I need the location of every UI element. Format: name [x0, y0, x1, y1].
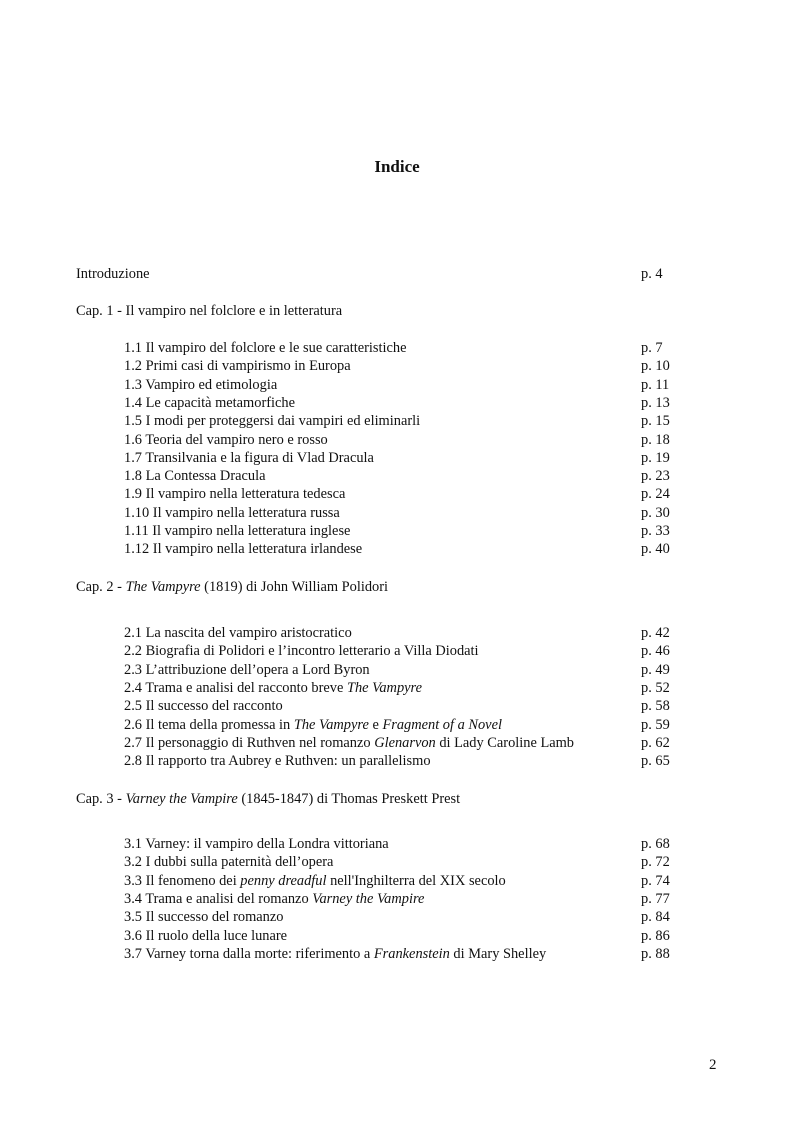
toc-entry[interactable]	[0, 449, 794, 467]
toc-entry[interactable]	[0, 485, 794, 503]
toc-entry-page: p. 18	[641, 431, 670, 448]
toc-entry[interactable]	[0, 945, 794, 963]
toc-entry-label	[124, 485, 345, 503]
toc-entry-page: p. 59	[641, 716, 670, 733]
toc-entry-label	[124, 540, 362, 558]
toc-entry-label	[124, 835, 389, 853]
toc-entry-page: p. 4	[641, 266, 663, 282]
toc-entry-page: p. 10	[641, 358, 670, 375]
toc-entry-part: 2.8 Il rapporto tra Aubrey e Ruthven: un parallelismo	[124, 753, 431, 770]
toc-entry[interactable]	[0, 540, 794, 558]
toc-entry-part: 2.6 Il tema della promessa in	[124, 716, 294, 733]
chapter-title-italic: Varney the Vampire	[125, 791, 238, 807]
toc-entry-page: p. 11	[641, 376, 670, 393]
page-number: 2	[709, 1057, 717, 1073]
toc-entry-part: 1.7 Transilvania e la figura di Vlad Dracula	[124, 449, 374, 466]
toc-entry-part: 1.8 La Contessa Dracula	[124, 468, 266, 485]
toc-entry[interactable]	[0, 697, 794, 715]
toc-entry-part: 2.2 Biografia di Polidori e l’incontro letterario a Villa Diodati	[124, 643, 479, 660]
toc-entry-label	[124, 752, 431, 770]
toc-entry-label	[124, 394, 295, 412]
work-title-italic: Frankenstein	[373, 945, 450, 962]
chapter-title-italic: The Vampyre	[125, 579, 201, 595]
toc-entry-introduction[interactable]	[0, 265, 794, 283]
toc-entry-page: p. 72	[641, 854, 670, 871]
page-title: Indice	[374, 157, 420, 176]
toc-entry-part: 1.11 Il vampiro nella letteratura inglese	[124, 523, 351, 539]
toc-entry[interactable]	[0, 927, 794, 945]
toc-entry-part: 3.3 Il fenomeno dei	[124, 872, 241, 889]
toc-entry-page: p. 40	[641, 541, 670, 558]
toc-entry-part: 2.3 L’attribuzione dell’opera a Lord Byron	[124, 661, 370, 678]
chapter-heading-label	[76, 302, 342, 320]
toc-entry-page: p. 13	[641, 394, 670, 411]
toc-entry[interactable]	[0, 734, 794, 752]
toc-entry[interactable]	[0, 716, 794, 734]
toc-entry-label	[124, 339, 407, 357]
toc-entry[interactable]	[0, 376, 794, 394]
toc-entry-label	[124, 853, 333, 871]
toc-entry-part: di Lady Caroline Lamb	[435, 734, 575, 751]
toc-entry-page: p. 52	[641, 679, 670, 696]
toc-entry[interactable]	[0, 679, 794, 697]
toc-entry[interactable]	[0, 522, 794, 540]
work-title-italic: penny dreadful	[240, 872, 327, 889]
toc-entry[interactable]	[0, 661, 794, 679]
toc-entry-label	[124, 376, 277, 394]
toc-entry-part: e	[368, 716, 383, 733]
chapter-heading[interactable]	[0, 578, 794, 596]
chapter-heading-label	[76, 578, 388, 596]
toc-entry-part: 1.3 Vampiro ed etimologia	[124, 376, 278, 393]
toc-entry-part: 3.4 Trama e analisi del romanzo	[124, 890, 313, 907]
chapter-heading[interactable]	[0, 302, 794, 320]
chapter-heading[interactable]	[0, 790, 794, 808]
toc-entry-page: p. 88	[641, 945, 670, 962]
toc-entry-page: p. 24	[641, 486, 670, 503]
toc-entry-label	[124, 734, 574, 752]
toc-entry-page: p. 7	[641, 340, 663, 356]
toc-entry-page: p. 42	[641, 625, 670, 641]
toc-entry-page: p. 15	[641, 413, 670, 430]
toc-entry-label	[124, 679, 422, 697]
toc-entry-part: 1.1 Il vampiro del folclore e le sue caratteristiche	[124, 340, 407, 356]
toc-entry-label	[124, 945, 546, 963]
toc-entry[interactable]	[0, 853, 794, 871]
toc-entry-label	[124, 872, 506, 890]
chapter-heading-part: (1845-1847) di Thomas Preskett Prest	[237, 791, 461, 807]
toc-entry[interactable]	[0, 357, 794, 375]
toc-entry-label	[124, 431, 328, 449]
toc-entry-part: 2.5 Il successo del racconto	[124, 698, 283, 715]
toc-entry-part: 3.7 Varney torna dalla morte: riferimento a	[124, 945, 374, 962]
toc-entry-label	[124, 661, 370, 679]
toc-entry-page: p. 62	[641, 734, 670, 751]
toc-entry-label	[124, 467, 265, 485]
toc-entry-label	[124, 890, 424, 908]
toc-entry-label	[124, 522, 350, 540]
toc-entry-part: 1.2 Primi casi di vampirismo in Europa	[124, 358, 351, 375]
toc-entry[interactable]	[0, 431, 794, 449]
work-title-italic: The Vampyre	[346, 679, 422, 696]
toc-entry-label	[124, 642, 479, 660]
toc-entry[interactable]	[0, 835, 794, 853]
work-title-italic: Varney the Vampire	[312, 890, 425, 907]
toc-entry[interactable]	[0, 890, 794, 908]
toc-entry-part: 2.7 Il personaggio di Ruthven nel romanzo	[124, 734, 375, 751]
toc-entry[interactable]	[0, 467, 794, 485]
chapter-heading-part: Cap. 2 -	[76, 579, 126, 595]
toc-entry-page: p. 49	[641, 661, 670, 678]
toc-entry-page: p. 68	[641, 836, 670, 852]
chapter-heading-part: Cap. 1 - Il vampiro nel folclore e in letteratura	[76, 303, 343, 319]
toc-entry-part: 1.4 Le capacità metamorfiche	[124, 394, 295, 411]
toc-entry-page: p. 23	[641, 468, 670, 485]
toc-entry-label	[124, 697, 283, 715]
toc-entry[interactable]	[0, 872, 794, 890]
chapter-heading-label	[76, 790, 460, 808]
toc-entry-label: Introduzione	[76, 266, 150, 282]
toc-entry-part: 2.4 Trama e analisi del racconto breve	[124, 679, 347, 696]
toc-entry-label	[124, 716, 502, 734]
toc-entry-page: p. 46	[641, 643, 670, 660]
toc-entry-part: 3.2 I dubbi sulla paternità dell’opera	[124, 854, 334, 871]
toc-entry-page: p. 77	[641, 890, 670, 907]
toc-entry[interactable]	[0, 624, 794, 642]
toc-entry-page: p. 30	[641, 504, 670, 521]
toc-entry[interactable]	[0, 908, 794, 926]
toc-entry-label	[124, 908, 283, 926]
toc-entry[interactable]	[0, 339, 794, 357]
toc-entry-page: p. 33	[641, 523, 670, 539]
toc-entry[interactable]	[0, 642, 794, 660]
work-title-italic: The Vampyre	[293, 716, 369, 733]
chapter-heading-part: (1819) di John William Polidori	[200, 579, 389, 595]
toc-entry-page: p. 86	[641, 927, 670, 944]
toc-entry-part: 2.1 La nascita del vampiro aristocratico	[124, 625, 352, 641]
toc-entry[interactable]	[0, 412, 794, 430]
toc-entry-page: p. 84	[641, 909, 670, 926]
toc-entry-label	[124, 449, 374, 467]
toc-entry-label	[124, 412, 420, 430]
toc-entry-page: p. 65	[641, 753, 670, 770]
toc-entry-part: 3.6 Il ruolo della luce lunare	[124, 927, 288, 944]
toc-entry-part: 1.10 Il vampiro nella letteratura russa	[124, 504, 340, 521]
toc-entry-part: 1.6 Teoria del vampiro nero e rosso	[124, 431, 328, 448]
toc-entry-part: 1.5 I modi per proteggersi dai vampiri ed eliminarli	[124, 413, 421, 430]
toc-entry-page: p. 19	[641, 449, 670, 466]
toc-entry-part: 3.5 Il successo del romanzo	[124, 909, 284, 926]
toc-entry-part: di Mary Shelley	[449, 945, 547, 962]
toc-entry-page: p. 74	[641, 872, 670, 889]
toc-entry-label	[124, 357, 351, 375]
toc-entry-label	[124, 504, 340, 522]
toc-entry-part: 1.9 Il vampiro nella letteratura tedesca	[124, 486, 346, 503]
toc-entry-label	[124, 624, 352, 642]
work-title-italic: Glenarvon	[374, 734, 436, 751]
work-title-italic: Fragment of a Novel	[382, 716, 502, 733]
toc-entry-label	[124, 927, 287, 945]
toc-entry-part: nell'Inghilterra del XIX secolo	[326, 872, 506, 889]
chapter-heading-part: Cap. 3 -	[76, 791, 126, 807]
toc-entry-page: p. 58	[641, 698, 670, 715]
toc-entry[interactable]	[0, 394, 794, 412]
toc-entry[interactable]	[0, 504, 794, 522]
toc-entry[interactable]	[0, 752, 794, 770]
toc-entry-part: 3.1 Varney: il vampiro della Londra vittoriana	[124, 836, 389, 852]
toc-entry-part: 1.12 Il vampiro nella letteratura irlandese	[124, 541, 363, 558]
